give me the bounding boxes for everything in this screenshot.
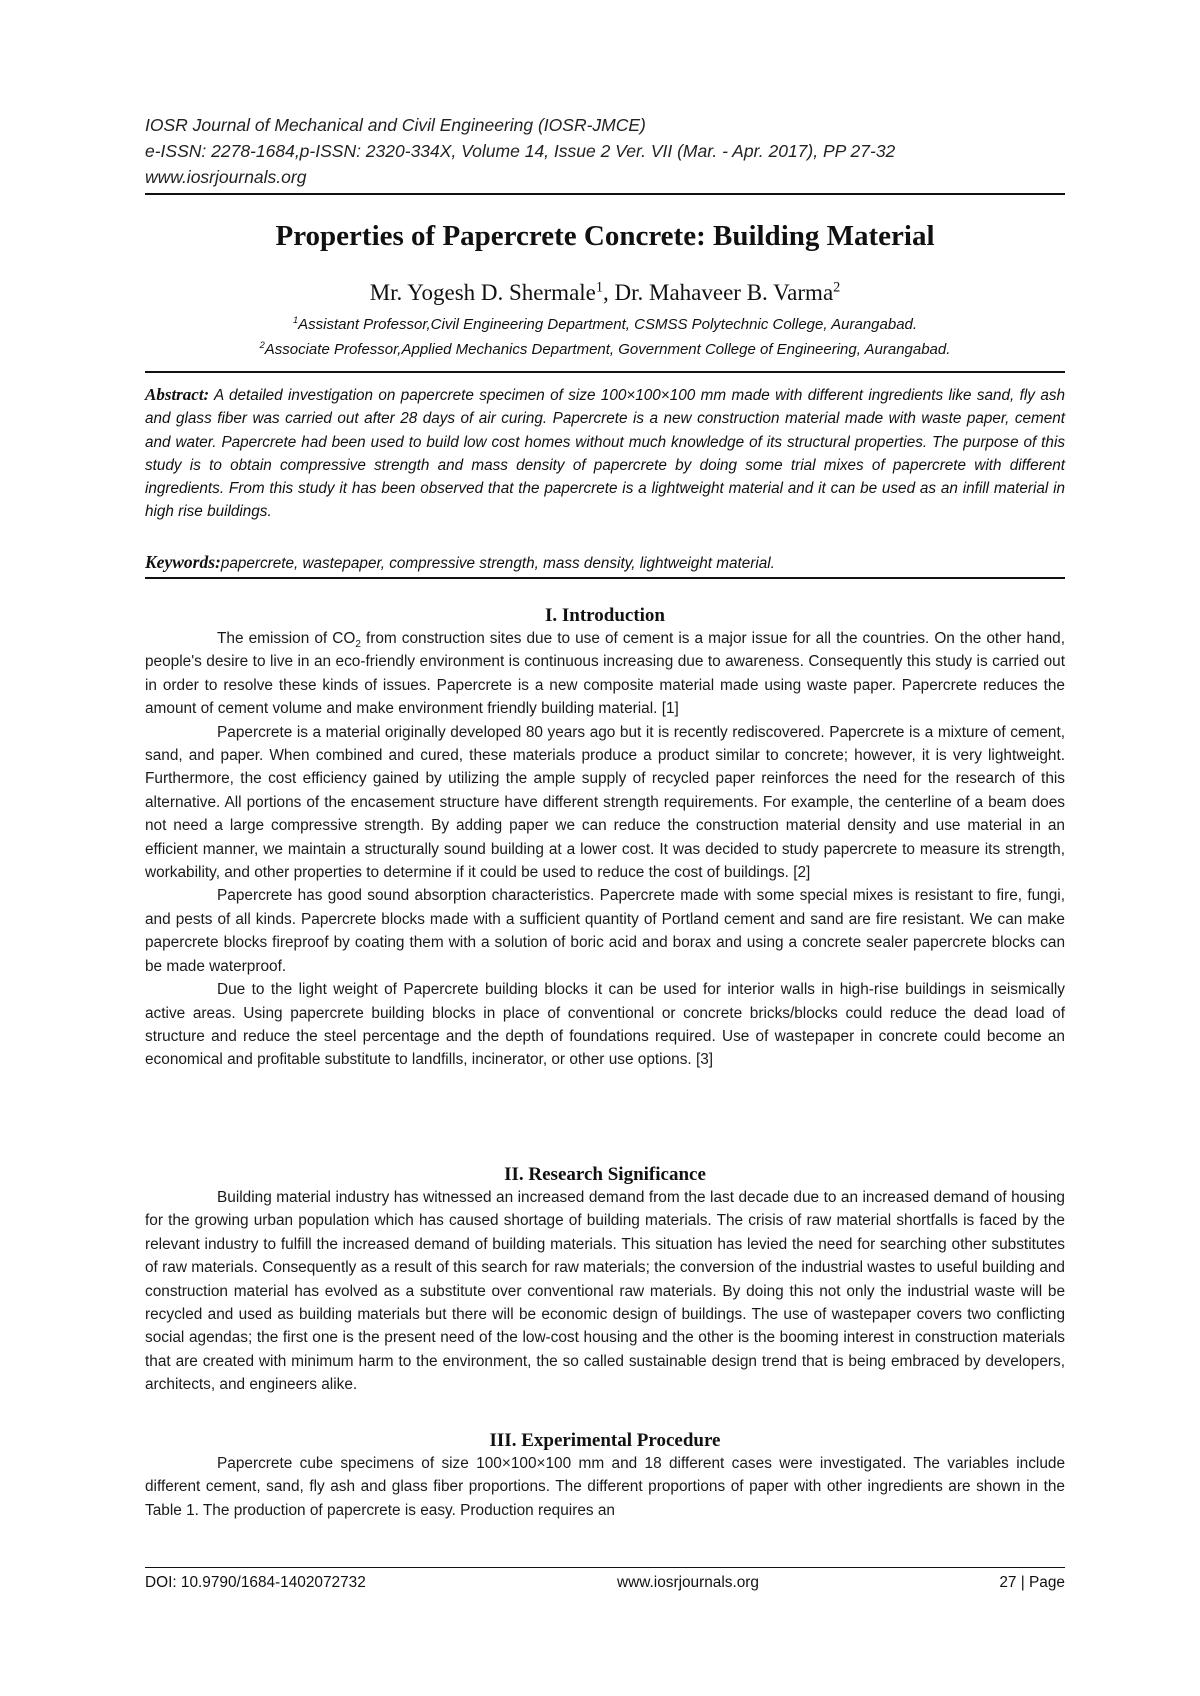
keywords-text: papercrete, wastepaper, compressive strength, mass density, lightweight material. [220,555,775,572]
doi-text: DOI: 10.9790/1684-1402072732 [145,1574,366,1591]
subscript: 2 [355,639,361,651]
paragraph: Papercrete cube specimens of size 100×100×100 mm and 18 different cases were investigated. The variables include different cement, sand, fly ash and glass fiber proportions. The different proportions of paper with other ingredients are shown in the Table 1. The production of papercrete is easy. Production requires an [145,1455,1065,1519]
affiliations [145,312,1065,362]
section-research-significance [145,1186,1065,1397]
paragraph: Papercrete has good sound absorption characteristics. Papercrete made with some special mixes is resistant to fire, fungi, and pests of all kinds. Papercrete blocks made with a sufficient quantity of Portland cement and sand are fire resistant. We can make papercrete blocks fireproof by coating them with a solution of boric acid and borax and using a concrete sealer papercrete blocks can be made waterproof. [145,887,1065,975]
affiliation-text: Associate Professor,Applied Mechanics Department, Government College of Engineering, Aurangabad. [264,341,951,358]
section-heading-experimental-procedure: III. Experimental Procedure [489,1430,721,1451]
keywords-rule [145,577,1065,579]
affiliation-mark: 2 [259,340,265,350]
paragraph-text: from construction sites due to use of cement is a major issue for all the countries. On the other hand, people's desire to live in an eco-friendly environment is continuous increasing due to awareness. Consequently this study is carried out in order to resolve these kinds of issues. Papercrete is a new composite material made using waste paper. Papercrete reduces the amount of cement volume and make environment friendly building material. [1] [145,630,1066,718]
header-rule [145,193,1065,195]
abstract-label: Abstract: [145,385,210,404]
abstract [145,383,1065,524]
abstract-rule [145,371,1065,373]
author-separator: , [603,280,615,305]
journal-header [145,112,1065,190]
keywords-label: Keywords: [145,552,221,572]
affiliation-1 [145,312,1065,337]
section-experimental-procedure [145,1452,1065,1522]
journal-issn: e-ISSN: 2278-1684,p-ISSN: 2320-334X, Volume 14, Issue 2 Ver. VII (Mar. - Apr. 2017), PP 27-32 [145,141,896,161]
keywords [145,551,1065,575]
affiliation-text: Assistant Professor,Civil Engineering Department, CSMSS Polytechnic College, Aurangabad. [298,316,918,333]
page-number: 27 | Page [999,1574,1065,1591]
author-2-affil-mark: 2 [833,279,841,296]
footer-rule [145,1567,1065,1568]
affiliation-2 [145,337,1065,362]
affiliation-mark: 1 [292,315,299,325]
paragraph: Due to the light weight of Papercrete building blocks it can be used for interior walls in high-rise buildings in seismically active areas. Using papercrete building blocks in place of conventional or concrete bricks/blocks could reduce the dead load of structure and reduce the steel percentage and the depth of foundations required. Use of wastepaper in concrete could become an economical and profitable substitute to landfills, incinerator, or other use options. [3] [145,981,1065,1069]
section-heading-research-significance: II. Research Significance [504,1164,706,1185]
journal-name: IOSR Journal of Mechanical and Civil Engineering (IOSR-JMCE) [145,115,646,135]
author-1: Mr. Yogesh D. Shermale [369,280,596,305]
paper-title: Properties of Papercrete Concrete: Building Material [275,220,935,252]
author-2: Dr. Mahaveer B. Varma [614,280,834,305]
page-footer [145,1571,1065,1595]
section-heading-introduction: I. Introduction [544,605,665,626]
journal-url[interactable]: www.iosrjournals.org [145,167,307,187]
footer-website-link[interactable]: www.iosrjournals.org [617,1574,759,1591]
section-introduction [145,627,1065,1072]
author-1-affil-mark: 1 [595,279,603,296]
paragraph-text: The emission of CO [217,630,356,647]
abstract-text: A detailed investigation on papercrete specimen of size 100×100×100 mm made with different ingredients like sand, fly ash and glass fiber was carried out after 28 days of air curing. Papercrete is a new construction material made with waste paper, cement and water. Papercrete had been used to build low cost homes without much knowledge of its structural properties. The purpose of this study is to obtain compressive strength and mass density of papercrete by doing some trial mixes of papercrete with different ingredients. From this study it has been observed that the papercrete is a lightweight material and it can be used as an infill material in high rise buildings. [145,387,1065,521]
author-list [145,278,1065,308]
paragraph [145,627,1065,721]
paragraph: Building material industry has witnessed an increased demand from the last decade due to an increased demand of housing for the growing urban population which has caused shortage of building materials. The crisis of raw material shortfalls is faced by the relevant industry to fulfill the increased demand of building materials. This situation has levied the need for searching other substitutes of raw materials. Consequently as a result of this search for raw materials; the conversion of the industrial wastes to useful building and construction material has evolved as a substitute over conventional raw materials. By doing this not only the industrial waste will be recycled and used as building materials but there will be economic design of buildings. The use of wastepaper covers two conflicting social agendas; the first one is the present need of the low-cost housing and the other is the booming interest in construction materials that are created with minimum harm to the environment, the so called sustainable design trend that is being embraced by developers, architects, and engineers alike. [145,1189,1065,1394]
paragraph: Papercrete is a material originally developed 80 years ago but it is recently rediscovered. Papercrete is a mixture of cement, sand, and paper. When combined and cured, these materials produce a product similar to concrete; however, it is very lightweight. Furthermore, the cost efficiency gained by utilizing the ample supply of recycled paper reinforces the need for the research of this alternative. All portions of the encasement structure have different strength requirements. For example, the centerline of a beam does not need a large compressive strength. By adding paper we can reduce the construction material density and use material in an efficient manner, we maintain a structurally sound building at a lower cost. It was decided to study papercrete to measure its strength, workability, and other properties to determine if it could be used to reduce the cost of buildings. [2] [145,723,1065,882]
